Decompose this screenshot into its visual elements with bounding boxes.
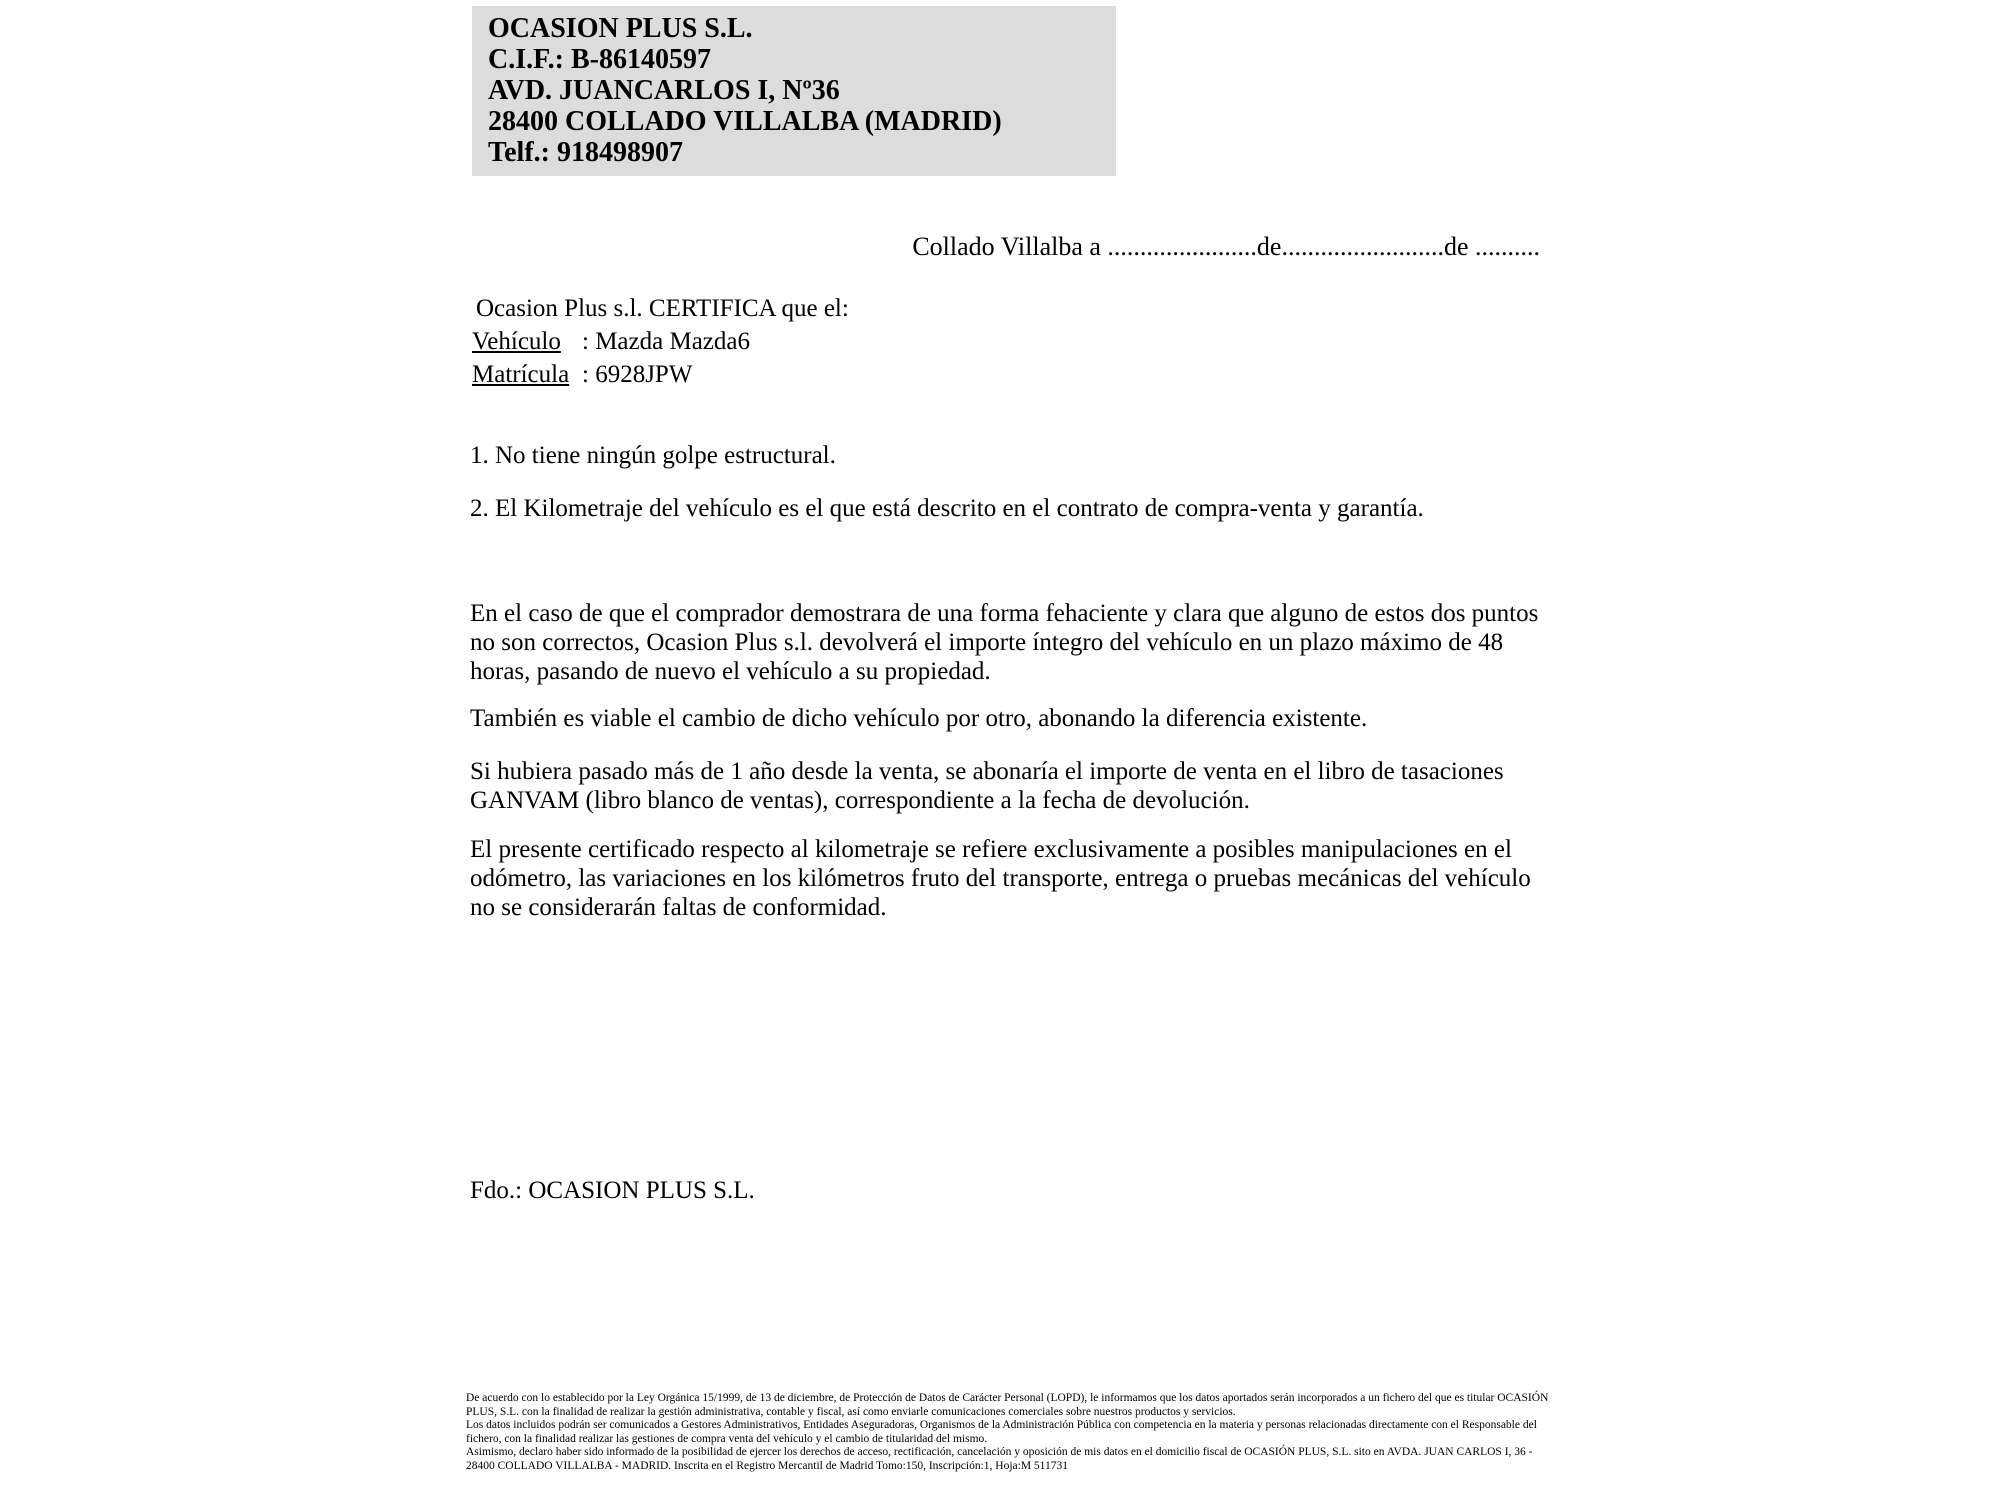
- date-fill-line: Collado Villalba a .......................de.........................de ..........: [912, 232, 1540, 261]
- legal-paragraph-lopd: De acuerdo con lo establecido por la Ley Orgánica 15/1999, de 13 de diciembre, de Protección de Datos de Carácter Personal (LOPD), le informamos que los datos aportados serán incorporados a un fichero del que es titular OCASIÓN PLUS, S.L. con la finalidad de realizar la gestión administrativa, contable y fiscal, así como enviarle comunicaciones comerciales sobre nuestros productos y servicios.: [466, 1392, 1549, 1418]
- legal-paragraph-rights: Asimismo, declaro haber sido informado de la posibilidad de ejercer los derechos de acceso, rectificación, cancelación y oposición de mis datos en el domicilio fiscal de OCASIÓN PLUS, S.L. sito en AVDA. JUAN CARLOS I, 36 - 28400 COLLADO VILLALBA - MADRID. Inscrita en el Registro Mercantil de Madrid Tomo:150, Inscripción:1, Hoja:M 511731: [466, 1446, 1533, 1472]
- legal-footer: [466, 1392, 1556, 1473]
- company-address: AVD. JUANCARLOS I, Nº36: [488, 75, 840, 106]
- certification-point-2: 2. El Kilometraje del vehículo es el que está descrito en el contrato de compra-venta y garantía.: [470, 495, 1424, 522]
- certification-intro: Ocasion Plus s.l. CERTIFICA que el:: [476, 295, 849, 322]
- paragraph-exchange-option: También es viable el cambio de dicho vehículo por otro, abonando la diferencia existente.: [470, 705, 1368, 732]
- company-cif: C.I.F.: B-86140597: [488, 44, 711, 75]
- legal-paragraph-data-sharing: Los datos incluidos podrán ser comunicados a Gestores Administrativos, Entidades Aseguradoras, Organismos de la Administración Pública con competencia en la materia y personas relacionadas directamente con el Responsable del fichero, con la finalidad realizar las gestiones de compra venta del vehículo y el cambio de titularidad del mismo.: [466, 1419, 1537, 1445]
- company-phone: Telf.: 918498907: [488, 137, 683, 168]
- paragraph-ganvam-valuation: Si hubiera pasado más de 1 año desde la venta, se abonaría el importe de venta en el libro de tasaciones GANVAM (libro blanco de ventas), correspondiente a la fecha de devolución.: [470, 758, 1504, 814]
- company-city: 28400 COLLADO VILLALBA (MADRID): [488, 106, 1002, 137]
- vehicle-value: : Mazda Mazda6: [582, 328, 750, 355]
- paragraph-odometer-disclaimer: El presente certificado respecto al kilometraje se refiere exclusivamente a posibles manipulaciones en el odómetro, las variaciones en los kilómetros fruto del transporte, entrega o pruebas mecánicas del vehículo no se considerarán faltas de conformidad.: [470, 836, 1531, 921]
- plate-value: : 6928JPW: [582, 361, 693, 388]
- company-name: OCASION PLUS S.L.: [488, 13, 753, 44]
- paragraph-refund-terms: En el caso de que el comprador demostrara de una forma fehaciente y clara que alguno de estos dos puntos no son correctos, Ocasion Plus s.l. devolverá el importe íntegro del vehículo en un plazo máximo de 48 horas, pasando de nuevo el vehículo a su propiedad.: [470, 600, 1539, 685]
- company-header-block: [472, 6, 1116, 176]
- plate-row: [472, 361, 692, 389]
- vehicle-row: [472, 328, 750, 356]
- certification-point-1: 1. No tiene ningún golpe estructural.: [470, 442, 836, 469]
- signature-line: Fdo.: OCASION PLUS S.L.: [470, 1177, 755, 1204]
- vehicle-label: Vehículo: [472, 328, 561, 355]
- plate-label: Matrícula: [472, 361, 570, 388]
